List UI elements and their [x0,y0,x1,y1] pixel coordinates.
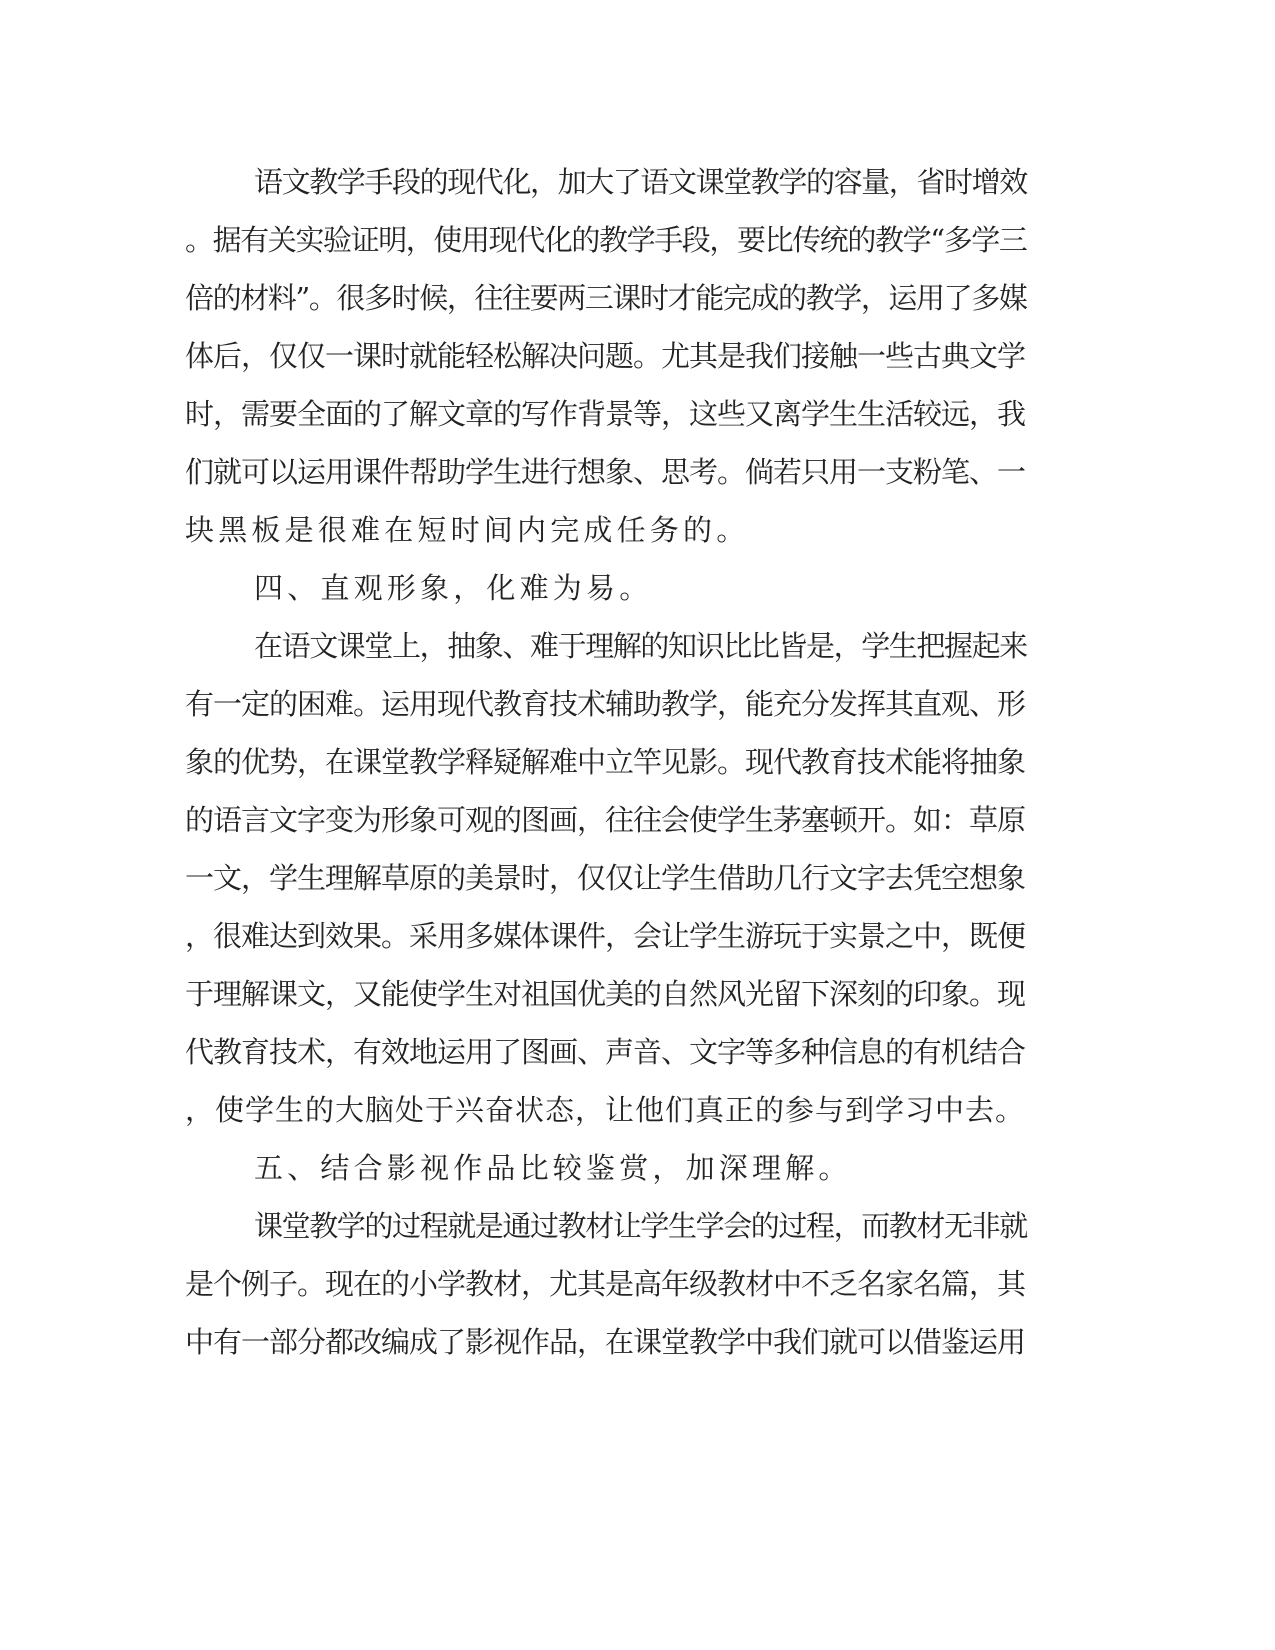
text-line-13: 一文，学生理解草原的美景时，仅仅让学生借助几行文字去凭空想象 [185,861,1026,895]
text-line-11: 象的优势，在课堂教学释疑解难中立竿见影。现代教育技术能将抽象 [185,745,1026,779]
text-line-6: 们就可以运用课件帮助学生进行想象、思考。倘若只用一支粉笔、一 [185,455,1026,489]
text-line-4: 体后，仅仅一课时就能轻松解决问题。尤其是我们接触一些古典文学 [185,339,1026,373]
text-line-7: 块黑板是很难在短时间内完成任务的。 [185,513,750,547]
text-line-17: ，使学生的大脑处于兴奋状态，让他们真正的参与到学习中去。 [185,1093,1026,1127]
section-heading-5: 五、结合影视作品比较鉴赏，加深理解。 [254,1151,852,1185]
text-line-5: 时，需要全面的了解文章的写作背景等，这些又离学生生活较远，我 [185,397,1026,431]
text-line-21: 中有一部分都改编成了影视作品，在课堂教学中我们就可以借鉴运用 [185,1325,1026,1359]
text-line-12: 的语言文字变为形象可观的图画，往往会使学生茅塞顿开。如：草原 [185,803,1026,837]
text-line-10: 有一定的困难。运用现代教育技术辅助教学，能充分发挥其直观、形 [185,687,1026,721]
text-line-16: 代教育技术，有效地运用了图画、声音、文字等多种信息的有机结合 [185,1035,1026,1069]
text-line-9: 在语文课堂上，抽象、难于理解的知识比比皆是，学生把握起来 [254,629,1027,663]
section-heading-4: 四、直观形象，化难为易。 [254,571,653,605]
text-line-1: 语文教学手段的现代化，加大了语文课堂教学的容量，省时增效 [254,165,1027,199]
text-line-15: 于理解课文，又能使学生对祖国优美的自然风光留下深刻的印象。现 [185,977,1026,1011]
text-line-20: 是个例子。现在的小学教材，尤其是高年级教材中不乏名家名篇，其 [185,1267,1026,1301]
text-line-3: 倍的材料”。很多时候，往往要两三课时才能完成的教学，运用了多媒 [185,281,1027,315]
text-line-2: 。据有关实验证明，使用现代化的教学手段，要比传统的教学“多学三 [185,223,1027,257]
text-line-19: 课堂教学的过程就是通过教材让学生学会的过程，而教材无非就 [254,1209,1027,1243]
text-line-14: ，很难达到效果。采用多媒体课件，会让学生游玩于实景之中，既便 [185,919,1026,953]
